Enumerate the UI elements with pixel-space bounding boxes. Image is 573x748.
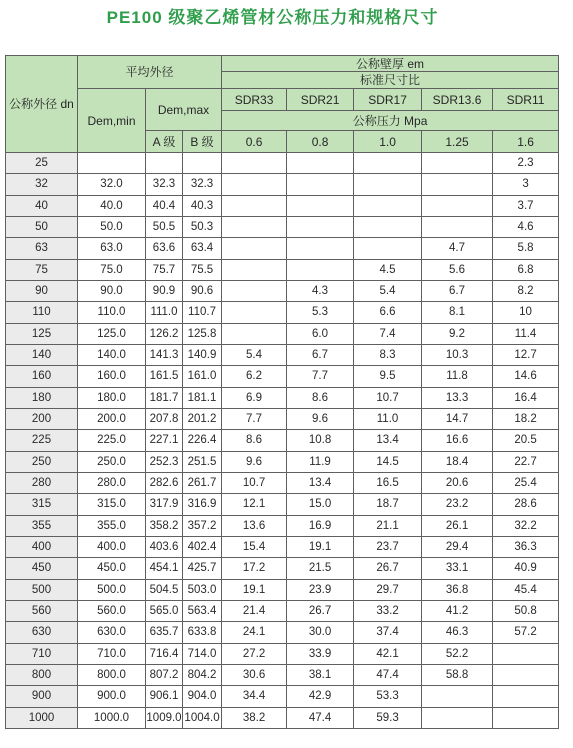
nominal-od-cell: 140 bbox=[6, 344, 78, 365]
table-cell: 21.4 bbox=[222, 600, 287, 621]
table-cell: 36.3 bbox=[493, 536, 559, 557]
table-row bbox=[6, 707, 559, 728]
table-cell: 32.3 bbox=[146, 174, 183, 195]
table-cell: 3.7 bbox=[493, 195, 559, 216]
sdr-header: SDR13.6 bbox=[422, 89, 493, 111]
table-cell: 36.8 bbox=[422, 579, 493, 600]
table-cell bbox=[78, 153, 146, 174]
table-cell: 227.1 bbox=[146, 430, 183, 451]
nominal-od-cell: 355 bbox=[6, 515, 78, 536]
table-cell bbox=[222, 174, 287, 195]
table-cell: 11.0 bbox=[354, 408, 422, 429]
table-cell: 25.4 bbox=[493, 472, 559, 493]
table-cell: 201.2 bbox=[183, 408, 222, 429]
nominal-od-cell: 160 bbox=[6, 366, 78, 387]
table-cell: 11.4 bbox=[493, 323, 559, 344]
table-cell: 42.9 bbox=[287, 686, 354, 707]
table-row bbox=[6, 430, 559, 451]
table-row bbox=[6, 280, 559, 301]
table-cell: 50.5 bbox=[146, 216, 183, 237]
table-cell: 161.5 bbox=[146, 366, 183, 387]
table-cell: 280.0 bbox=[78, 472, 146, 493]
table-cell bbox=[287, 153, 354, 174]
nominal-od-cell: 225 bbox=[6, 430, 78, 451]
table-cell: 181.1 bbox=[183, 387, 222, 408]
table-row bbox=[6, 259, 559, 280]
header-grade-b: B 级 bbox=[183, 131, 222, 153]
table-cell: 19.1 bbox=[222, 579, 287, 600]
table-cell: 250.0 bbox=[78, 451, 146, 472]
table-cell: 29.7 bbox=[354, 579, 422, 600]
table-cell: 425.7 bbox=[183, 558, 222, 579]
nominal-od-cell: 125 bbox=[6, 323, 78, 344]
nominal-od-cell: 315 bbox=[6, 494, 78, 515]
table-cell: 454.1 bbox=[146, 558, 183, 579]
sdr-header: SDR11 bbox=[493, 89, 559, 111]
nominal-od-cell: 560 bbox=[6, 600, 78, 621]
table-cell bbox=[493, 707, 559, 728]
table-cell: 53.3 bbox=[354, 686, 422, 707]
table-cell: 9.2 bbox=[422, 323, 493, 344]
table-cell: 10.8 bbox=[287, 430, 354, 451]
table-row bbox=[6, 622, 559, 643]
table-cell: 13.6 bbox=[222, 515, 287, 536]
table-row bbox=[6, 472, 559, 493]
table-cell: 4.6 bbox=[493, 216, 559, 237]
table-cell: 26.7 bbox=[287, 600, 354, 621]
header-row bbox=[6, 56, 559, 72]
table-cell: 6.6 bbox=[354, 302, 422, 323]
table-row bbox=[6, 579, 559, 600]
table-cell: 141.3 bbox=[146, 344, 183, 365]
table-cell: 32.0 bbox=[78, 174, 146, 195]
table-cell: 13.4 bbox=[287, 472, 354, 493]
table-cell: 633.8 bbox=[183, 622, 222, 643]
table-cell: 563.4 bbox=[183, 600, 222, 621]
table-cell: 29.4 bbox=[422, 536, 493, 557]
table-cell: 635.7 bbox=[146, 622, 183, 643]
table-cell bbox=[222, 323, 287, 344]
table-cell: 26.1 bbox=[422, 515, 493, 536]
table-cell: 14.6 bbox=[493, 366, 559, 387]
nominal-od-cell: 250 bbox=[6, 451, 78, 472]
table-cell: 710.0 bbox=[78, 643, 146, 664]
table-cell: 90.9 bbox=[146, 280, 183, 301]
table-cell bbox=[493, 643, 559, 664]
table-cell: 11.9 bbox=[287, 451, 354, 472]
spec-table bbox=[5, 55, 559, 729]
table-cell: 32.3 bbox=[183, 174, 222, 195]
table-cell bbox=[287, 216, 354, 237]
page-title: PE100 级聚乙烯管材公称压力和规格尺寸 bbox=[106, 8, 439, 27]
table-cell: 900.0 bbox=[78, 686, 146, 707]
table-cell: 5.6 bbox=[422, 259, 493, 280]
table-cell: 126.2 bbox=[146, 323, 183, 344]
table-cell: 800.0 bbox=[78, 664, 146, 685]
table-cell bbox=[222, 238, 287, 259]
table-cell: 251.5 bbox=[183, 451, 222, 472]
header-pressure-label: 公称压力 Mpa bbox=[222, 111, 559, 131]
table-cell: 90.6 bbox=[183, 280, 222, 301]
header-sdr-label: 标准尺寸比 bbox=[222, 72, 559, 89]
table-cell bbox=[422, 707, 493, 728]
pressure-header: 0.6 bbox=[222, 131, 287, 153]
table-cell: 4.7 bbox=[422, 238, 493, 259]
nominal-od-cell: 1000 bbox=[6, 707, 78, 728]
table-cell: 161.0 bbox=[183, 366, 222, 387]
table-cell: 18.7 bbox=[354, 494, 422, 515]
table-cell: 12.7 bbox=[493, 344, 559, 365]
table-row bbox=[6, 238, 559, 259]
table-cell bbox=[287, 238, 354, 259]
table-cell: 225.0 bbox=[78, 430, 146, 451]
table-row bbox=[6, 323, 559, 344]
table-cell bbox=[146, 153, 183, 174]
table-cell: 500.0 bbox=[78, 579, 146, 600]
table-cell: 18.4 bbox=[422, 451, 493, 472]
header-grade-a: A 级 bbox=[146, 131, 183, 153]
table-cell bbox=[354, 216, 422, 237]
table-cell: 75.0 bbox=[78, 259, 146, 280]
table-cell: 261.7 bbox=[183, 472, 222, 493]
nominal-od-cell: 63 bbox=[6, 238, 78, 259]
table-cell: 6.0 bbox=[287, 323, 354, 344]
table-cell: 630.0 bbox=[78, 622, 146, 643]
table-cell: 23.7 bbox=[354, 536, 422, 557]
table-cell: 450.0 bbox=[78, 558, 146, 579]
table-cell: 33.1 bbox=[422, 558, 493, 579]
nominal-od-cell: 450 bbox=[6, 558, 78, 579]
table-cell: 4.5 bbox=[354, 259, 422, 280]
table-cell: 8.6 bbox=[287, 387, 354, 408]
nominal-od-cell: 280 bbox=[6, 472, 78, 493]
table-cell: 34.4 bbox=[222, 686, 287, 707]
header-wall-thickness: 公称壁厚 em bbox=[222, 56, 559, 72]
table-row bbox=[6, 174, 559, 195]
table-cell: 316.9 bbox=[183, 494, 222, 515]
table-cell: 21.5 bbox=[287, 558, 354, 579]
table-cell: 7.4 bbox=[354, 323, 422, 344]
table-row bbox=[6, 216, 559, 237]
nominal-od-cell: 710 bbox=[6, 643, 78, 664]
table-cell: 807.2 bbox=[146, 664, 183, 685]
table-cell: 200.0 bbox=[78, 408, 146, 429]
table-cell: 5.3 bbox=[287, 302, 354, 323]
table-cell: 38.2 bbox=[222, 707, 287, 728]
table-cell: 8.1 bbox=[422, 302, 493, 323]
table-cell: 13.4 bbox=[354, 430, 422, 451]
table-body bbox=[6, 153, 559, 729]
table-cell bbox=[493, 664, 559, 685]
table-row bbox=[6, 494, 559, 515]
table-row bbox=[6, 451, 559, 472]
table-cell: 315.0 bbox=[78, 494, 146, 515]
table-cell: 207.8 bbox=[146, 408, 183, 429]
table-cell: 40.0 bbox=[78, 195, 146, 216]
table-cell: 400.0 bbox=[78, 536, 146, 557]
table-cell: 317.9 bbox=[146, 494, 183, 515]
table-cell: 402.4 bbox=[183, 536, 222, 557]
table-cell bbox=[354, 174, 422, 195]
table-cell: 19.1 bbox=[287, 536, 354, 557]
table-cell: 357.2 bbox=[183, 515, 222, 536]
table-row bbox=[6, 195, 559, 216]
table-cell: 125.0 bbox=[78, 323, 146, 344]
table-cell: 8.3 bbox=[354, 344, 422, 365]
table-cell: 13.3 bbox=[422, 387, 493, 408]
table-row bbox=[6, 366, 559, 387]
table-cell: 40.3 bbox=[183, 195, 222, 216]
table-cell: 63.4 bbox=[183, 238, 222, 259]
table-cell bbox=[222, 153, 287, 174]
table-cell: 75.7 bbox=[146, 259, 183, 280]
table-cell: 58.8 bbox=[422, 664, 493, 685]
table-cell bbox=[183, 153, 222, 174]
table-cell: 6.8 bbox=[493, 259, 559, 280]
table-cell: 2.3 bbox=[493, 153, 559, 174]
table-cell bbox=[287, 259, 354, 280]
nominal-od-cell: 200 bbox=[6, 408, 78, 429]
table-cell: 50.0 bbox=[78, 216, 146, 237]
table-cell: 41.2 bbox=[422, 600, 493, 621]
table-cell: 17.2 bbox=[222, 558, 287, 579]
table-row bbox=[6, 686, 559, 707]
table-cell: 181.7 bbox=[146, 387, 183, 408]
table-cell bbox=[354, 153, 422, 174]
nominal-od-cell: 400 bbox=[6, 536, 78, 557]
table-cell: 565.0 bbox=[146, 600, 183, 621]
table-cell: 11.8 bbox=[422, 366, 493, 387]
nominal-od-cell: 630 bbox=[6, 622, 78, 643]
table-cell: 12.1 bbox=[222, 494, 287, 515]
table-cell: 6.7 bbox=[287, 344, 354, 365]
table-row bbox=[6, 515, 559, 536]
table-cell: 7.7 bbox=[287, 366, 354, 387]
table-row bbox=[6, 600, 559, 621]
table-cell: 160.0 bbox=[78, 366, 146, 387]
table-cell: 180.0 bbox=[78, 387, 146, 408]
table-row bbox=[6, 408, 559, 429]
table-cell: 38.1 bbox=[287, 664, 354, 685]
table-row bbox=[6, 387, 559, 408]
pressure-header: 1.25 bbox=[422, 131, 493, 153]
table-cell: 140.0 bbox=[78, 344, 146, 365]
table-cell: 906.1 bbox=[146, 686, 183, 707]
table-cell: 5.4 bbox=[354, 280, 422, 301]
table-cell: 4.3 bbox=[287, 280, 354, 301]
table-cell: 1009.0 bbox=[146, 707, 183, 728]
table-cell bbox=[222, 302, 287, 323]
table-cell: 59.3 bbox=[354, 707, 422, 728]
table-cell: 1000.0 bbox=[78, 707, 146, 728]
header-dem-max: Dem,max bbox=[146, 89, 222, 131]
table-cell: 50.8 bbox=[493, 600, 559, 621]
sdr-header: SDR17 bbox=[354, 89, 422, 111]
table-cell: 26.7 bbox=[354, 558, 422, 579]
table-cell: 15.4 bbox=[222, 536, 287, 557]
table-cell bbox=[354, 195, 422, 216]
table-cell: 57.2 bbox=[493, 622, 559, 643]
table-cell: 6.2 bbox=[222, 366, 287, 387]
table-cell: 1004.0 bbox=[183, 707, 222, 728]
table-cell: 355.0 bbox=[78, 515, 146, 536]
table-cell: 252.3 bbox=[146, 451, 183, 472]
table-cell: 32.2 bbox=[493, 515, 559, 536]
table-cell: 30.6 bbox=[222, 664, 287, 685]
table-cell: 30.0 bbox=[287, 622, 354, 643]
table-cell: 42.1 bbox=[354, 643, 422, 664]
table-cell: 33.9 bbox=[287, 643, 354, 664]
table-cell: 140.9 bbox=[183, 344, 222, 365]
table-cell bbox=[222, 216, 287, 237]
table-cell: 90.0 bbox=[78, 280, 146, 301]
table-cell: 37.4 bbox=[354, 622, 422, 643]
table-cell: 9.6 bbox=[222, 451, 287, 472]
nominal-od-cell: 50 bbox=[6, 216, 78, 237]
table-row bbox=[6, 558, 559, 579]
pressure-header: 0.8 bbox=[287, 131, 354, 153]
table-row bbox=[6, 153, 559, 174]
table-cell: 110.0 bbox=[78, 302, 146, 323]
table-row bbox=[6, 643, 559, 664]
table-cell: 714.0 bbox=[183, 643, 222, 664]
table-cell: 24.1 bbox=[222, 622, 287, 643]
table-row bbox=[6, 302, 559, 323]
table-cell bbox=[422, 153, 493, 174]
nominal-od-cell: 75 bbox=[6, 259, 78, 280]
table-cell: 16.4 bbox=[493, 387, 559, 408]
table-cell: 20.5 bbox=[493, 430, 559, 451]
table-cell: 63.6 bbox=[146, 238, 183, 259]
table-cell: 10.3 bbox=[422, 344, 493, 365]
table-cell: 5.4 bbox=[222, 344, 287, 365]
table-cell: 125.8 bbox=[183, 323, 222, 344]
sdr-header: SDR21 bbox=[287, 89, 354, 111]
table-cell: 75.5 bbox=[183, 259, 222, 280]
table-cell: 15.0 bbox=[287, 494, 354, 515]
nominal-od-cell: 40 bbox=[6, 195, 78, 216]
pressure-header: 1.6 bbox=[493, 131, 559, 153]
table-cell: 6.7 bbox=[422, 280, 493, 301]
table-cell: 6.9 bbox=[222, 387, 287, 408]
table-cell: 14.7 bbox=[422, 408, 493, 429]
sdr-header: SDR33 bbox=[222, 89, 287, 111]
nominal-od-cell: 900 bbox=[6, 686, 78, 707]
table-cell: 8.6 bbox=[222, 430, 287, 451]
table-cell bbox=[287, 174, 354, 195]
table-cell bbox=[422, 195, 493, 216]
table-cell: 16.9 bbox=[287, 515, 354, 536]
nominal-od-cell: 25 bbox=[6, 153, 78, 174]
table-cell: 111.0 bbox=[146, 302, 183, 323]
table-cell: 23.2 bbox=[422, 494, 493, 515]
table-cell: 14.5 bbox=[354, 451, 422, 472]
table-row bbox=[6, 344, 559, 365]
table-cell: 22.7 bbox=[493, 451, 559, 472]
nominal-od-cell: 180 bbox=[6, 387, 78, 408]
table-cell: 33.2 bbox=[354, 600, 422, 621]
nominal-od-cell: 500 bbox=[6, 579, 78, 600]
table-cell: 45.4 bbox=[493, 579, 559, 600]
table-cell bbox=[222, 259, 287, 280]
table-cell bbox=[354, 238, 422, 259]
table-cell bbox=[287, 195, 354, 216]
table-cell: 5.8 bbox=[493, 238, 559, 259]
nominal-od-cell: 90 bbox=[6, 280, 78, 301]
table-cell: 16.6 bbox=[422, 430, 493, 451]
table-cell: 50.3 bbox=[183, 216, 222, 237]
table-cell: 40.9 bbox=[493, 558, 559, 579]
header-mean-od: 平均外径 bbox=[78, 56, 222, 89]
table-cell bbox=[422, 686, 493, 707]
table-cell: 716.4 bbox=[146, 643, 183, 664]
table-cell: 16.5 bbox=[354, 472, 422, 493]
table-cell: 503.0 bbox=[183, 579, 222, 600]
table-cell: 10 bbox=[493, 302, 559, 323]
table-cell: 40.4 bbox=[146, 195, 183, 216]
table-cell bbox=[222, 280, 287, 301]
header-dem-min: Dem,min bbox=[78, 89, 146, 153]
table-cell: 28.6 bbox=[493, 494, 559, 515]
table-cell: 10.7 bbox=[354, 387, 422, 408]
table-cell bbox=[222, 195, 287, 216]
table-header bbox=[6, 56, 559, 153]
table-row bbox=[6, 536, 559, 557]
table-cell: 9.6 bbox=[287, 408, 354, 429]
table-cell: 27.2 bbox=[222, 643, 287, 664]
header-row bbox=[6, 89, 559, 111]
table-cell: 52.2 bbox=[422, 643, 493, 664]
table-cell: 904.0 bbox=[183, 686, 222, 707]
nominal-od-cell: 110 bbox=[6, 302, 78, 323]
table-cell: 8.2 bbox=[493, 280, 559, 301]
table-cell: 504.5 bbox=[146, 579, 183, 600]
pressure-header: 1.0 bbox=[354, 131, 422, 153]
table-cell: 110.7 bbox=[183, 302, 222, 323]
table-cell: 21.1 bbox=[354, 515, 422, 536]
table-cell: 47.4 bbox=[354, 664, 422, 685]
table-cell: 226.4 bbox=[183, 430, 222, 451]
table-row bbox=[6, 664, 559, 685]
table-cell: 18.2 bbox=[493, 408, 559, 429]
table-cell bbox=[422, 174, 493, 195]
table-cell: 358.2 bbox=[146, 515, 183, 536]
table-cell: 403.6 bbox=[146, 536, 183, 557]
table-cell: 9.5 bbox=[354, 366, 422, 387]
table-cell: 282.6 bbox=[146, 472, 183, 493]
table-cell: 63.0 bbox=[78, 238, 146, 259]
table-cell: 46.3 bbox=[422, 622, 493, 643]
table-cell: 10.7 bbox=[222, 472, 287, 493]
nominal-od-cell: 800 bbox=[6, 664, 78, 685]
table-cell bbox=[422, 216, 493, 237]
table-cell: 3 bbox=[493, 174, 559, 195]
table-cell: 7.7 bbox=[222, 408, 287, 429]
table-cell: 560.0 bbox=[78, 600, 146, 621]
table-cell bbox=[493, 686, 559, 707]
table-cell: 20.6 bbox=[422, 472, 493, 493]
nominal-od-cell: 32 bbox=[6, 174, 78, 195]
table-cell: 804.2 bbox=[183, 664, 222, 685]
table-cell: 23.9 bbox=[287, 579, 354, 600]
table-cell: 47.4 bbox=[287, 707, 354, 728]
header-nominal-od: 公称外径 dn bbox=[6, 56, 78, 153]
